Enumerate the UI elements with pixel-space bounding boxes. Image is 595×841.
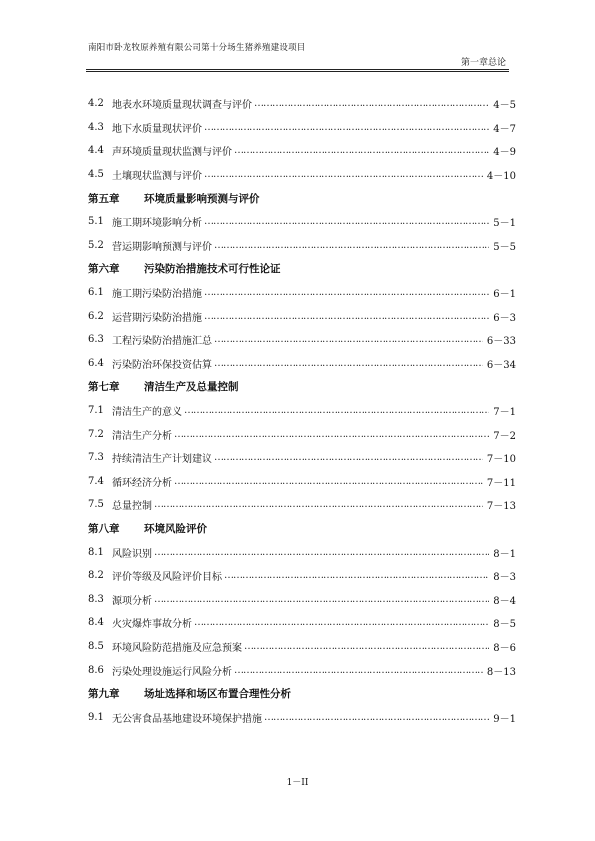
chapter-title: 清洁生产及总量控制 <box>144 381 239 394</box>
section-title: 风险识别 <box>112 548 152 560</box>
section-page-number: 4－5 <box>493 100 516 112</box>
toc-entry <box>88 399 516 423</box>
section-page-number: 6－33 <box>486 336 516 348</box>
dot-leader <box>234 145 489 156</box>
dot-leader <box>204 287 489 298</box>
dot-leader <box>224 570 489 581</box>
section-title: 声环境质量现状监测与评价 <box>112 147 232 159</box>
section-number: 8.5 <box>88 640 104 652</box>
section-page-number: 8－1 <box>493 548 516 560</box>
dot-leader <box>204 311 489 322</box>
header-divider-thin <box>86 71 509 72</box>
section-page-number: 6－34 <box>486 359 516 371</box>
chapter-title: 环境风险评价 <box>144 522 207 535</box>
section-title: 总量控制 <box>112 501 152 513</box>
section-page-number: 7－13 <box>486 501 516 513</box>
toc-entry <box>88 352 516 376</box>
section-number: 4.2 <box>88 98 104 110</box>
section-number: 4.5 <box>88 169 104 181</box>
section-number: 7.5 <box>88 499 104 511</box>
section-number: 9.1 <box>88 711 104 723</box>
dot-leader <box>214 334 483 345</box>
toc-chapter-heading <box>88 682 516 706</box>
toc-entry <box>88 281 516 305</box>
section-number: 6.3 <box>88 334 104 346</box>
dot-leader <box>254 98 489 109</box>
section-number: 7.3 <box>88 452 104 464</box>
section-title: 清洁生产的意义 <box>112 407 182 419</box>
toc-entry <box>88 163 516 187</box>
section-number: 8.3 <box>88 593 104 605</box>
section-title: 火灾爆炸事故分析 <box>112 619 192 631</box>
toc-entry <box>88 234 516 258</box>
toc-entry <box>88 635 516 659</box>
section-title: 无公害食品基地建设环境保护措施 <box>112 713 262 725</box>
toc-chapter-heading <box>88 517 516 541</box>
section-number: 7.4 <box>88 475 104 487</box>
section-title: 环境风险防范措施及应急预案 <box>112 642 242 654</box>
section-page-number: 8－4 <box>493 595 516 607</box>
toc-entry <box>88 705 516 729</box>
dot-leader <box>214 358 483 369</box>
section-page-number: 8－3 <box>493 572 516 584</box>
section-number: 8.6 <box>88 664 104 676</box>
toc-entry <box>88 328 516 352</box>
section-title: 清洁生产分析 <box>112 430 172 442</box>
section-number: 4.4 <box>88 145 104 157</box>
section-title: 施工期污染防治措施 <box>112 289 202 301</box>
toc-entry <box>88 422 516 446</box>
toc-entry <box>88 587 516 611</box>
chapter-title: 场址选择和场区布置合理性分析 <box>144 688 291 701</box>
dot-leader <box>174 429 489 440</box>
section-page-number: 6－3 <box>493 312 516 324</box>
chapter-number: 第八章 <box>88 522 120 535</box>
toc-entry <box>88 139 516 163</box>
section-page-number: 4－9 <box>493 147 516 159</box>
section-number: 8.4 <box>88 617 104 629</box>
page-number: 1－II <box>286 778 309 788</box>
section-page-number: 7－10 <box>486 454 516 466</box>
chapter-header: 第一章总论 <box>460 58 506 68</box>
chapter-number: 第五章 <box>88 192 120 205</box>
toc-entry <box>88 210 516 234</box>
toc-entry <box>88 304 516 328</box>
section-page-number: 7－11 <box>486 477 516 489</box>
toc-entry <box>88 116 516 140</box>
section-title: 施工期环境影响分析 <box>112 218 202 230</box>
section-page-number: 9－1 <box>493 713 516 725</box>
dot-leader <box>184 405 489 416</box>
toc-entry <box>88 446 516 470</box>
section-title: 污染防治环保投资估算 <box>112 359 212 371</box>
section-title: 循环经济分析 <box>112 477 172 489</box>
section-title: 土壤现状监测与评价 <box>112 171 202 183</box>
toc-entry <box>88 658 516 682</box>
dot-leader <box>174 476 483 487</box>
toc-entry <box>88 564 516 588</box>
section-page-number: 7－1 <box>493 407 516 419</box>
dot-leader <box>154 547 489 558</box>
dot-leader <box>194 617 489 628</box>
dot-leader <box>204 216 489 227</box>
section-number: 8.1 <box>88 546 104 558</box>
dot-leader <box>204 122 489 133</box>
section-number: 6.2 <box>88 310 104 322</box>
chapter-number: 第六章 <box>88 263 120 276</box>
dot-leader <box>234 665 483 676</box>
section-title: 工程污染防治措施汇总 <box>112 336 212 348</box>
chapter-number: 第九章 <box>88 688 120 701</box>
dot-leader <box>204 169 483 180</box>
section-number: 5.1 <box>88 216 104 228</box>
section-number: 8.2 <box>88 570 104 582</box>
toc-entry <box>88 92 516 116</box>
toc-entry <box>88 540 516 564</box>
chapter-number: 第七章 <box>88 381 120 394</box>
section-page-number: 8－13 <box>486 666 516 678</box>
chapter-title: 环境质量影响预测与评价 <box>144 192 260 205</box>
section-page-number: 7－2 <box>493 430 516 442</box>
section-title: 污染处理设施运行风险分析 <box>112 666 232 678</box>
section-title: 持续清洁生产计划建议 <box>112 454 212 466</box>
toc-entry <box>88 611 516 635</box>
section-page-number: 4－10 <box>486 171 516 183</box>
chapter-title: 污染防治措施技术可行性论证 <box>144 263 281 276</box>
section-title: 营运期影响预测与评价 <box>112 241 212 253</box>
dot-leader <box>244 641 489 652</box>
dot-leader <box>214 452 483 463</box>
toc-chapter-heading <box>88 375 516 399</box>
dot-leader <box>264 712 489 723</box>
document-header-title: 南阳市卧龙牧原养殖有限公司第十分场生猪养殖建设项目 <box>88 43 306 53</box>
toc-entry <box>88 470 516 494</box>
section-title: 地下水质量现状评价 <box>112 123 202 135</box>
dot-leader <box>154 594 489 605</box>
dot-leader <box>214 240 489 251</box>
toc-entry <box>88 493 516 517</box>
section-page-number: 5－5 <box>493 241 516 253</box>
toc-chapter-heading <box>88 257 516 281</box>
section-page-number: 6－1 <box>493 289 516 301</box>
section-number: 4.3 <box>88 121 104 133</box>
section-number: 7.2 <box>88 428 104 440</box>
section-title: 评价等级及风险评价目标 <box>112 572 222 584</box>
dot-leader <box>154 499 483 510</box>
toc-chapter-heading <box>88 186 516 210</box>
section-page-number: 5－1 <box>493 218 516 230</box>
section-number: 6.4 <box>88 357 104 369</box>
table-of-contents <box>88 92 516 729</box>
section-page-number: 8－5 <box>493 619 516 631</box>
section-number: 5.2 <box>88 239 104 251</box>
header-divider <box>86 69 509 70</box>
section-title: 运营期污染防治措施 <box>112 312 202 324</box>
section-title: 源项分析 <box>112 595 152 607</box>
section-page-number: 4－7 <box>493 123 516 135</box>
section-number: 6.1 <box>88 287 104 299</box>
section-title: 地表水环境质量现状调查与评价 <box>112 100 252 112</box>
section-number: 7.1 <box>88 405 104 417</box>
section-page-number: 8－6 <box>493 642 516 654</box>
